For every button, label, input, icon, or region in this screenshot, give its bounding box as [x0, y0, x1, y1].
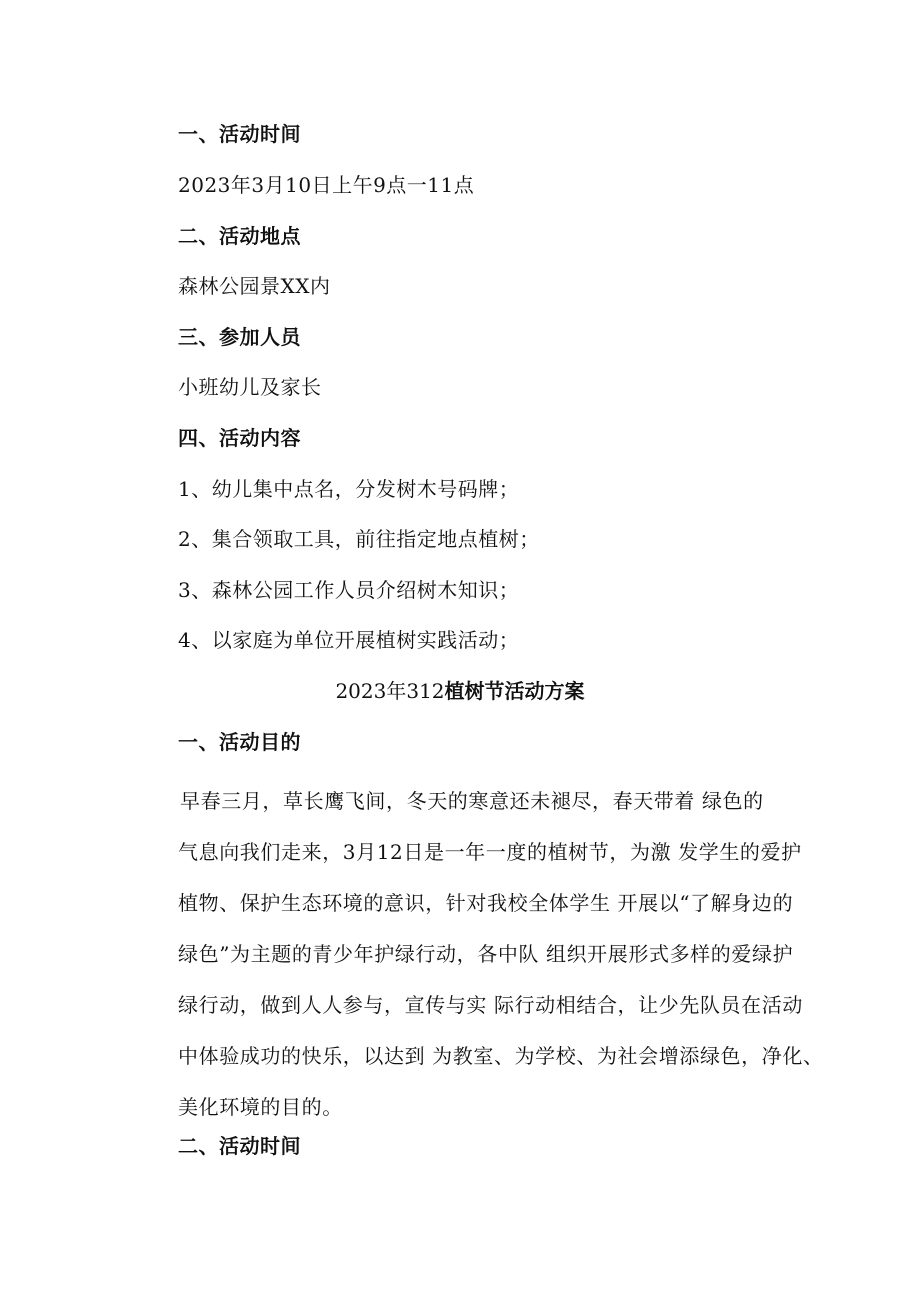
- content-item: 2、集合领取工具，前往指定地点植树；: [178, 527, 540, 551]
- title-main: 植树节活动方案: [444, 679, 585, 703]
- paragraph-line: 美化环境的目的。: [178, 1095, 343, 1119]
- heading-activity-place: 二、活动地点: [178, 224, 301, 248]
- paragraph-line: 绿色”为主题的青少年护绿行动，各中队 组织开展形式多样的爱绿护: [178, 942, 794, 966]
- paragraph-line: 气息向我们走来，3月12日是一年一度的植树节，为激 发学生的爱护: [178, 840, 802, 864]
- document-title: [0, 679, 920, 703]
- paragraph-line: 绿行动，做到人人参与，宣传与实 际行动相结合，让少先队员在活动: [178, 993, 803, 1017]
- heading-participants: 三、参加人员: [178, 325, 301, 349]
- activity-place-text: 森林公园景XX内: [178, 274, 331, 298]
- activity-time-text: 2023年3月10日上午9点一11点: [178, 173, 475, 197]
- title-year: 2023年312: [335, 679, 445, 703]
- heading-activity-time-2: 二、活动时间: [178, 1134, 301, 1158]
- paragraph-line: 植物、保护生态环境的意识，针对我校全体学生 开展以“了解身边的: [178, 891, 794, 915]
- content-item: 4、以家庭为单位开展植树实践活动；: [178, 628, 520, 652]
- heading-activity-purpose: 一、活动目的: [178, 730, 301, 754]
- heading-activity-content: 四、活动内容: [178, 426, 301, 450]
- heading-activity-time: 一、活动时间: [178, 122, 301, 146]
- purpose-paragraph: [178, 776, 824, 1133]
- paragraph-line: 早春三月，草长鹰飞间，冬天的寒意还未褪尽，春天带着 绿色的: [180, 789, 764, 813]
- content-item: 1、幼儿集中点名，分发树木号码牌；: [178, 477, 520, 501]
- content-item: 3、森林公园工作人员介绍树木知识；: [178, 578, 520, 602]
- paragraph-line: 中体验成功的快乐，以达到 为教室、为学校、为社会增添绿色，净化、: [178, 1044, 824, 1068]
- participants-text: 小班幼儿及家长: [178, 375, 322, 399]
